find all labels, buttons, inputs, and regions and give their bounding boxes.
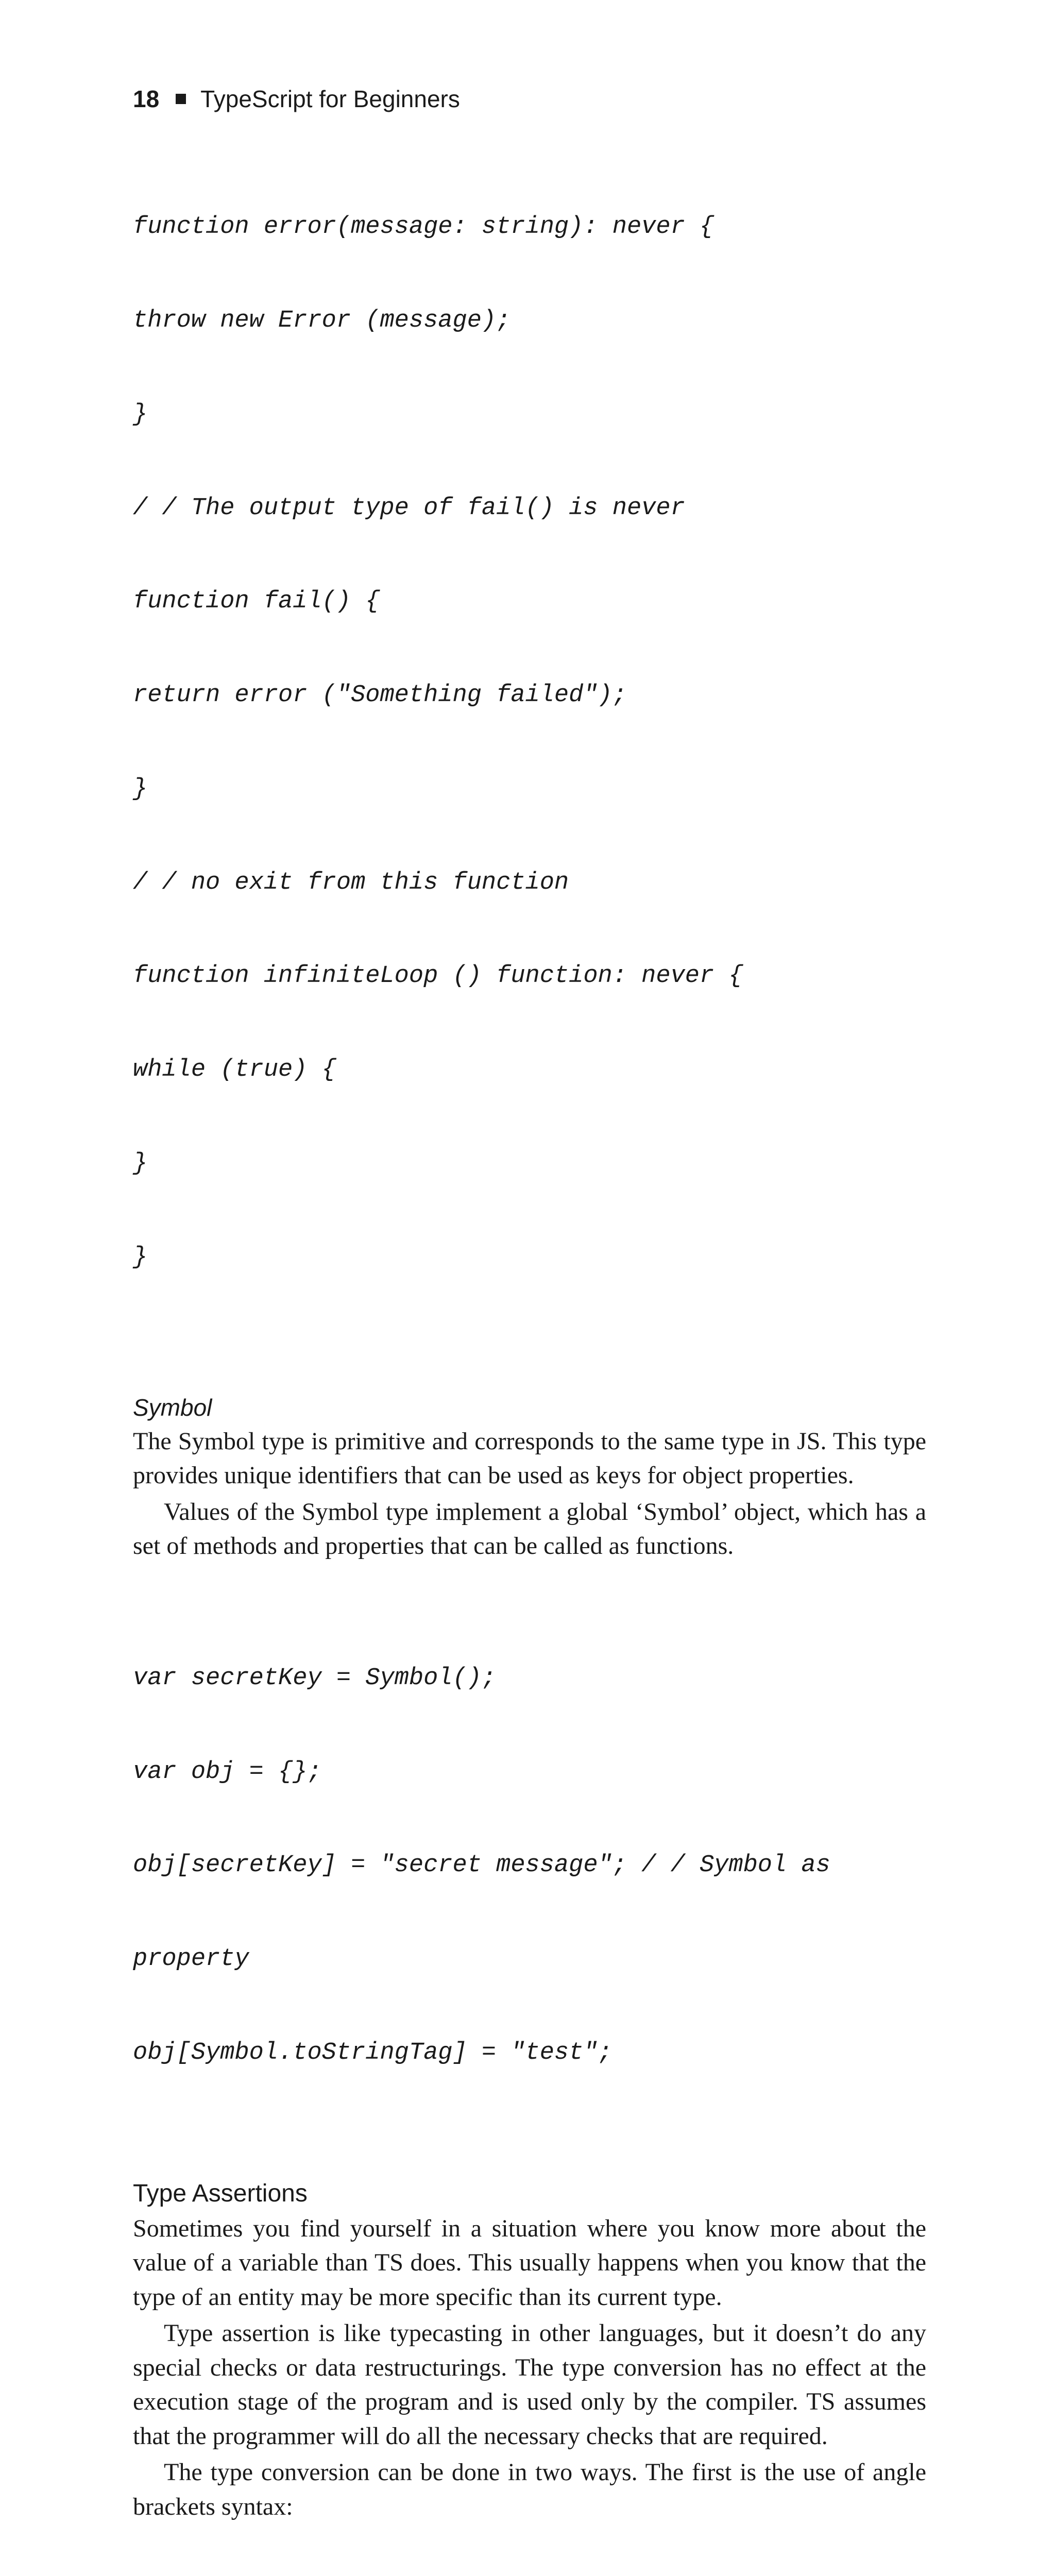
code-line: var secretKey = Symbol(); <box>133 1664 497 1692</box>
section-heading-type-assertions: Type Assertions <box>133 2179 308 2207</box>
code-line: return error ("Something failed"); <box>133 682 627 709</box>
code-line: } <box>133 775 148 803</box>
code-line: } <box>133 400 148 428</box>
code-line: } <box>133 1243 148 1271</box>
type-assertions-paragraph-1: Sometimes you find yourself in a situation where you know more about the value of a variable than TS does. This usually happens when you know that the type of an entity may be more specific than its current type. <box>133 2214 926 2311</box>
code-block-never <box>133 149 926 1336</box>
code-line: function infiniteLoop () function: never { <box>133 962 743 990</box>
type-assertions-paragraph-2: Type assertion is like typecasting in other languages, but it doesn’t do any special checks or data restructurings. The type conversion has no effect at the execution stage of the program and is used only by the compiler. TS assumes that the programmer will do all the necessary checks that are required. <box>133 2319 926 2450</box>
symbol-paragraph-1: The Symbol type is primitive and corresponds to the same type in JS. This type provides unique identifiers that can be used as keys for object properties. <box>133 1427 926 1489</box>
page-number: 18 <box>133 86 160 112</box>
running-head <box>133 77 926 121</box>
code-block-angle-brackets <box>133 2565 926 2576</box>
code-line: function fail() { <box>133 588 380 616</box>
square-bullet-icon <box>176 94 186 104</box>
symbol-paragraph-2: Values of the Symbol type implement a global ‘Symbol’ object, which has a set of methods and properties that can be called as functions. <box>133 1498 926 1560</box>
code-block-symbol <box>133 1601 926 2131</box>
code-line: property <box>133 1945 249 1973</box>
code-line: / / The output type of fail() is never <box>133 494 685 522</box>
section-heading-symbol: Symbol <box>133 1394 212 1421</box>
book-title: TypeScript for Beginners <box>200 86 460 112</box>
code-line: } <box>133 1150 148 1177</box>
book-page <box>133 77 926 2576</box>
code-line: while (true) { <box>133 1056 336 1084</box>
code-line: obj[secretKey] = "secret message"; / / Symbol as <box>133 1852 830 1879</box>
code-line: throw new Error (message); <box>133 307 511 334</box>
code-line: function error(message: string): never { <box>133 213 714 241</box>
type-assertions-paragraph-3: The type conversion can be done in two ways. The first is the use of angle brackets syntax: <box>133 2459 926 2520</box>
code-line: obj[Symbol.toStringTag] = "test"; <box>133 2039 612 2066</box>
code-line: var obj = {}; <box>133 1758 322 1786</box>
code-line: / / no exit from this function <box>133 869 569 896</box>
